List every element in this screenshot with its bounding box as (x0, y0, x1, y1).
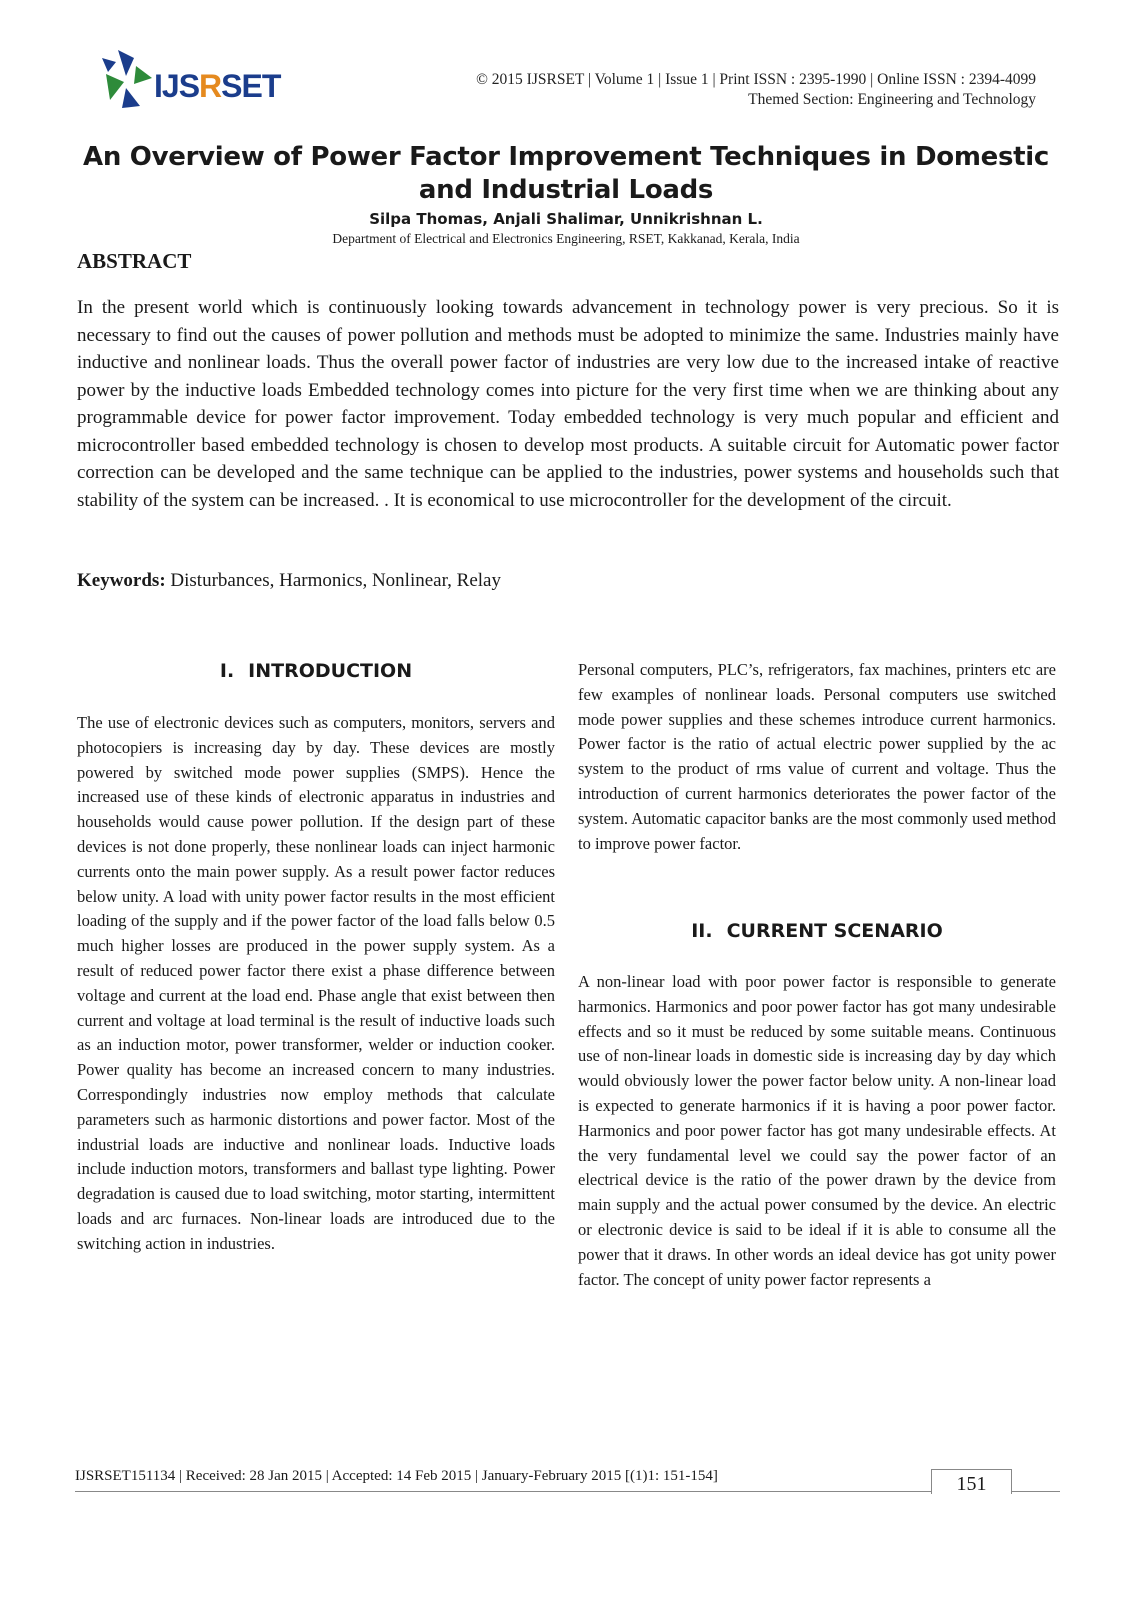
footer-citation: IJSRSET151134 | Received: 28 Jan 2015 | Accepted: 14 Feb 2015 | January-February 2015 [(1)1: 151-154] (75, 1468, 718, 1484)
introduction-continued: Personal computers, PLC’s, refrigerators, fax machines, printers etc are few examples of nonlinear loads. Personal computers use switched mode power supplies and these schemes introduce current harmonics. Power factor is the ratio of actual electric power supplied by the ac system to the product of rms value of current and voltage. Thus the introduction of current harmonics deteriorates the power factor of the system. Automatic capacitor banks are the most commonly used method to improve power factor. (578, 660, 1056, 853)
journal-logo (100, 48, 280, 118)
abstract-heading: ABSTRACT (77, 249, 192, 273)
keywords-text: Disturbances, Harmonics, Nonlinear, Relay (170, 570, 501, 591)
section-title: INTRODUCTION (248, 660, 413, 682)
journal-header (476, 70, 1036, 110)
section-number: I. (219, 660, 235, 682)
issue-info: © 2015 IJSRSET | Volume 1 | Issue 1 | Print ISSN : 2395-1990 | Online ISSN : 2394-4099 (476, 71, 1036, 88)
page-number: 151 (931, 1469, 1012, 1494)
section-title: CURRENT SCENARIO (726, 920, 943, 942)
themed-section: Themed Section: Engineering and Technology (748, 91, 1036, 108)
logo-pinwheel-icon (100, 48, 160, 118)
section-number: II. (691, 920, 713, 942)
current-scenario-body: A non-linear load with poor power factor is responsible to generate harmonics. Harmonics and poor power factor has got many undesirable effects and so it must be reduced by some suitable means. Continuous use of non-linear loads in domestic side is increasing day by day which would obviously lower the power factor below unity. A non-linear load is expected to generate harmonics if it is having a poor power factor. Harmonics and poor power factor has got many undesirable effects. At the very fundamental level we could say the power factor of an electrical device is the ratio of the power drawn by the device from main supply and the actual power consumed by the device. An electric or electronic device is said to be ideal if it is able to consume all the power that it draws. In other words an ideal device has got unity power factor. The concept of unity power factor represents a (578, 972, 1056, 1289)
paper-affiliation: Department of Electrical and Electronics Engineering, RSET, Kakkanad, Kerala, India (332, 231, 800, 246)
section-heading-introduction (77, 660, 555, 682)
paper-title: An Overview of Power Factor Improvement Techniques in Domestic and Industrial Loads (83, 142, 1049, 205)
footer-divider (75, 1491, 1060, 1492)
abstract-text: In the present world which is continuously looking towards advancement in technology power is very precious. So it is necessary to find out the causes of power pollution and methods must be adopted to minimize the same. Industries mainly have inductive and nonlinear loads. Thus the overall power factor of industries are very low due to the increased intake of reactive power by the inductive loads Embedded technology comes into picture for the very first time when we are thinking about any programmable device for power factor improvement. Today embedded technology is very much popular and efficient and microcontroller based embedded technology is chosen to develop most products. A suitable circuit for Automatic power factor correction can be developed and the same technique can be applied to the industries, power systems and households such that stability of the system can be increased. . It is economical to use microcontroller for the development of the circuit. (77, 297, 1059, 511)
paper-authors: Silpa Thomas, Anjali Shalimar, Unnikrishnan L. (369, 210, 763, 228)
section-heading-current-scenario (578, 920, 1056, 942)
logo-text: IJSRSET (154, 68, 281, 104)
keywords (77, 570, 501, 592)
introduction-body: The use of electronic devices such as computers, monitors, servers and photocopiers is increasing day by day. These devices are mostly powered by switched mode power supplies (SMPS). Hence the increased use of these kinds of electronic apparatus in industries and households would cause power pollution. If the design part of these devices is not done properly, these nonlinear loads can inject harmonic currents onto the main power supply. As a result power factor reduces below unity. A load with unity power factor results in the most efficient loading of the supply and if the power factor of the load falls below 0.5 much higher losses are produced in the power supply system. As a result of reduced power factor there exist a phase difference between voltage and current at the load end. Phase angle that exist between then current and voltage at load terminal is the result of inductive loads such as an induction motor, power transformer, welder or induction cooker. Power quality has become an increased concern to many industries. Correspondingly industries now employ methods that calculate parameters such as harmonic distortions and power factor. Most of the industrial loads are inductive and nonlinear loads. Inductive loads include induction motors, transformers and ballast type lighting. Power degradation is caused due to load switching, motor starting, intermittent loads and arc furnaces. Non-linear loads are introduced due to the switching action in industries. (77, 713, 555, 1253)
keywords-label: Keywords: (77, 570, 166, 591)
